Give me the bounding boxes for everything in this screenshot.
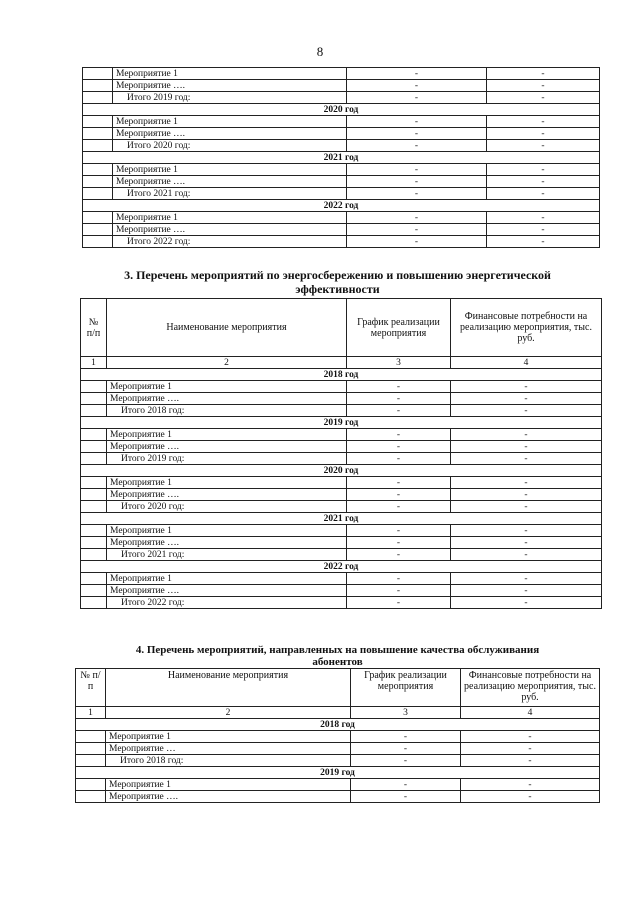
section-3-title-line-1: 3. Перечень мероприятий по энергосбережению и повышению энергетической <box>124 268 551 282</box>
measure-name: Мероприятие …. <box>113 224 347 236</box>
section-4-title-line-2: абонентов <box>312 656 363 668</box>
table-row <box>81 441 602 453</box>
colnum-4: 4 <box>461 707 600 719</box>
table-row <box>76 791 600 803</box>
total-label: Итого 2020 год: <box>107 501 347 513</box>
finance-cell: - <box>461 791 600 803</box>
finance-cell: - <box>487 68 600 80</box>
header-row <box>81 299 602 357</box>
total-label: Итого 2019 год: <box>107 453 347 465</box>
year-label: 2021 год <box>81 513 602 525</box>
section-3-title <box>75 268 600 296</box>
num-cell <box>81 525 107 537</box>
finance-cell: - <box>451 489 602 501</box>
total-row <box>81 453 602 465</box>
colnum-3: 3 <box>347 357 451 369</box>
schedule-cell: - <box>351 743 461 755</box>
year-label: 2020 год <box>81 465 602 477</box>
schedule-cell: - <box>347 164 487 176</box>
table-row <box>81 525 602 537</box>
finance-cell: - <box>487 140 600 152</box>
num-cell <box>83 116 113 128</box>
finance-cell: - <box>487 128 600 140</box>
total-label: Итого 2021 год: <box>113 188 347 200</box>
finance-cell: - <box>451 537 602 549</box>
num-cell <box>81 429 107 441</box>
finance-cell: - <box>451 453 602 465</box>
measure-name: Мероприятие 1 <box>106 779 351 791</box>
finance-cell: - <box>451 477 602 489</box>
header-row <box>76 669 600 707</box>
schedule-cell: - <box>347 92 487 104</box>
total-label: Итого 2019 год: <box>113 92 347 104</box>
finance-cell: - <box>451 585 602 597</box>
finance-cell: - <box>451 525 602 537</box>
table-row <box>81 393 602 405</box>
measure-name: Мероприятие …. <box>107 393 347 405</box>
table-row <box>83 212 600 224</box>
total-row <box>81 501 602 513</box>
finance-cell: - <box>487 236 600 248</box>
year-label: 2018 год <box>76 719 600 731</box>
total-label: Итого 2018 год: <box>107 405 347 417</box>
year-label: 2021 год <box>83 152 600 164</box>
num-cell <box>81 537 107 549</box>
total-row <box>83 92 600 104</box>
finance-cell: - <box>451 573 602 585</box>
finance-cell: - <box>451 441 602 453</box>
year-row <box>83 200 600 212</box>
schedule-cell: - <box>347 140 487 152</box>
finance-cell: - <box>487 212 600 224</box>
header-graph: График реализации мероприятия <box>347 299 451 357</box>
num-cell <box>83 164 113 176</box>
num-cell <box>81 381 107 393</box>
year-label: 2022 год <box>81 561 602 573</box>
measure-name: Мероприятие 1 <box>107 525 347 537</box>
num-cell <box>76 791 106 803</box>
table-row <box>83 128 600 140</box>
finance-cell: - <box>451 501 602 513</box>
schedule-cell: - <box>347 549 451 561</box>
measure-name: Мероприятие …. <box>113 176 347 188</box>
schedule-cell: - <box>347 489 451 501</box>
section-4-table-body <box>76 719 600 803</box>
measure-name: Мероприятие …. <box>107 489 347 501</box>
year-row <box>76 719 600 731</box>
num-cell <box>81 441 107 453</box>
schedule-cell: - <box>347 477 451 489</box>
column-number-row <box>81 357 602 369</box>
schedule-cell: - <box>347 128 487 140</box>
schedule-cell: - <box>351 779 461 791</box>
num-cell <box>81 549 107 561</box>
schedule-cell: - <box>347 441 451 453</box>
year-row <box>83 152 600 164</box>
header-finance: Финансовые потребности на реализацию мероприятия, тыс. руб. <box>461 669 600 707</box>
num-cell <box>81 453 107 465</box>
finance-cell: - <box>487 164 600 176</box>
finance-cell: - <box>487 80 600 92</box>
continuation-table-body <box>83 68 600 248</box>
table-row <box>83 164 600 176</box>
schedule-cell: - <box>347 381 451 393</box>
num-cell <box>83 80 113 92</box>
finance-cell: - <box>461 731 600 743</box>
schedule-cell: - <box>347 537 451 549</box>
table-row <box>81 429 602 441</box>
year-label: 2022 год <box>83 200 600 212</box>
year-label: 2018 год <box>81 369 602 381</box>
table-row <box>81 477 602 489</box>
total-row <box>81 405 602 417</box>
total-row <box>83 236 600 248</box>
num-cell <box>81 489 107 501</box>
header-name: Наименование мероприятия <box>106 669 351 707</box>
num-cell <box>83 188 113 200</box>
year-row <box>81 561 602 573</box>
measure-name: Мероприятие 1 <box>113 68 347 80</box>
schedule-cell: - <box>347 525 451 537</box>
num-cell <box>81 393 107 405</box>
measure-name: Мероприятие 1 <box>113 212 347 224</box>
schedule-cell: - <box>351 755 461 767</box>
total-label: Итого 2022 год: <box>107 597 347 609</box>
measure-name: Мероприятие …. <box>113 80 347 92</box>
measure-name: Мероприятие 1 <box>113 164 347 176</box>
table-row <box>76 743 600 755</box>
year-label: 2019 год <box>81 417 602 429</box>
page-number: 8 <box>316 44 324 59</box>
table-row <box>76 731 600 743</box>
finance-cell: - <box>487 224 600 236</box>
schedule-cell: - <box>347 597 451 609</box>
schedule-cell: - <box>347 573 451 585</box>
colnum-4: 4 <box>451 357 602 369</box>
num-cell <box>83 68 113 80</box>
schedule-cell: - <box>347 212 487 224</box>
table-row <box>81 489 602 501</box>
schedule-cell: - <box>347 585 451 597</box>
header-num: № п/п <box>81 299 107 357</box>
table-row <box>83 224 600 236</box>
colnum-1: 1 <box>76 707 106 719</box>
measure-name: Мероприятие … <box>106 743 351 755</box>
section-4-title-line-1: 4. Перечень мероприятий, направленных на повышение качества обслуживания <box>135 644 540 656</box>
finance-cell: - <box>461 743 600 755</box>
continuation-table <box>82 67 600 248</box>
total-label: Итого 2020 год: <box>113 140 347 152</box>
schedule-cell: - <box>347 116 487 128</box>
num-cell <box>83 212 113 224</box>
num-cell <box>76 743 106 755</box>
section-4-title <box>75 644 600 668</box>
measure-name: Мероприятие …. <box>107 537 347 549</box>
schedule-cell: - <box>351 791 461 803</box>
year-row <box>81 369 602 381</box>
year-row <box>83 104 600 116</box>
schedule-cell: - <box>347 405 451 417</box>
table-row <box>81 381 602 393</box>
section-4-table-head <box>76 669 600 719</box>
measure-name: Мероприятие 1 <box>113 116 347 128</box>
measure-name: Мероприятие 1 <box>107 573 347 585</box>
num-cell <box>83 224 113 236</box>
schedule-cell: - <box>347 453 451 465</box>
table-row <box>81 573 602 585</box>
section-3-table-head <box>81 299 602 369</box>
header-num: № п/п <box>76 669 106 707</box>
year-row <box>81 513 602 525</box>
header-graph: График реализации мероприятия <box>351 669 461 707</box>
year-label: 2019 год <box>76 767 600 779</box>
num-cell <box>81 597 107 609</box>
table-row <box>83 68 600 80</box>
schedule-cell: - <box>347 68 487 80</box>
num-cell <box>81 585 107 597</box>
num-cell <box>76 731 106 743</box>
table-row <box>81 537 602 549</box>
num-cell <box>83 140 113 152</box>
schedule-cell: - <box>347 176 487 188</box>
num-cell <box>83 128 113 140</box>
finance-cell: - <box>487 116 600 128</box>
num-cell <box>81 405 107 417</box>
total-row <box>81 597 602 609</box>
measure-name: Мероприятие …. <box>107 441 347 453</box>
total-row <box>76 755 600 767</box>
colnum-1: 1 <box>81 357 107 369</box>
year-row <box>81 417 602 429</box>
colnum-2: 2 <box>107 357 347 369</box>
schedule-cell: - <box>347 80 487 92</box>
finance-cell: - <box>487 92 600 104</box>
schedule-cell: - <box>351 731 461 743</box>
section-3-table-body <box>81 369 602 609</box>
num-cell <box>81 477 107 489</box>
total-label: Итого 2018 год: <box>106 755 351 767</box>
section-3-title-line-2: эффективности <box>295 282 380 296</box>
num-cell <box>83 236 113 248</box>
table-row <box>83 116 600 128</box>
finance-cell: - <box>487 176 600 188</box>
num-cell <box>83 176 113 188</box>
measure-name: Мероприятие 1 <box>106 731 351 743</box>
num-cell <box>76 779 106 791</box>
num-cell <box>81 501 107 513</box>
total-row <box>81 549 602 561</box>
finance-cell: - <box>487 188 600 200</box>
section-3-table <box>80 298 602 609</box>
finance-cell: - <box>451 405 602 417</box>
total-label: Итого 2021 год: <box>107 549 347 561</box>
year-row <box>76 767 600 779</box>
measure-name: Мероприятие …. <box>107 585 347 597</box>
finance-cell: - <box>451 549 602 561</box>
year-label: 2020 год <box>83 104 600 116</box>
finance-cell: - <box>461 755 600 767</box>
measure-name: Мероприятие …. <box>106 791 351 803</box>
header-finance: Финансовые потребности на реализацию мероприятия, тыс. руб. <box>451 299 602 357</box>
finance-cell: - <box>461 779 600 791</box>
schedule-cell: - <box>347 393 451 405</box>
header-name: Наименование мероприятия <box>107 299 347 357</box>
colnum-3: 3 <box>351 707 461 719</box>
column-number-row <box>76 707 600 719</box>
measure-name: Мероприятие …. <box>113 128 347 140</box>
year-row <box>81 465 602 477</box>
table-row <box>81 585 602 597</box>
section-4-table <box>75 668 600 803</box>
finance-cell: - <box>451 429 602 441</box>
num-cell <box>83 92 113 104</box>
table-row <box>83 80 600 92</box>
schedule-cell: - <box>347 429 451 441</box>
finance-cell: - <box>451 597 602 609</box>
table-row <box>83 176 600 188</box>
num-cell <box>81 573 107 585</box>
table-row <box>76 779 600 791</box>
schedule-cell: - <box>347 224 487 236</box>
measure-name: Мероприятие 1 <box>107 477 347 489</box>
total-row <box>83 140 600 152</box>
measure-name: Мероприятие 1 <box>107 429 347 441</box>
measure-name: Мероприятие 1 <box>107 381 347 393</box>
total-label: Итого 2022 год: <box>113 236 347 248</box>
num-cell <box>76 755 106 767</box>
total-row <box>83 188 600 200</box>
schedule-cell: - <box>347 188 487 200</box>
finance-cell: - <box>451 381 602 393</box>
finance-cell: - <box>451 393 602 405</box>
schedule-cell: - <box>347 236 487 248</box>
schedule-cell: - <box>347 501 451 513</box>
colnum-2: 2 <box>106 707 351 719</box>
